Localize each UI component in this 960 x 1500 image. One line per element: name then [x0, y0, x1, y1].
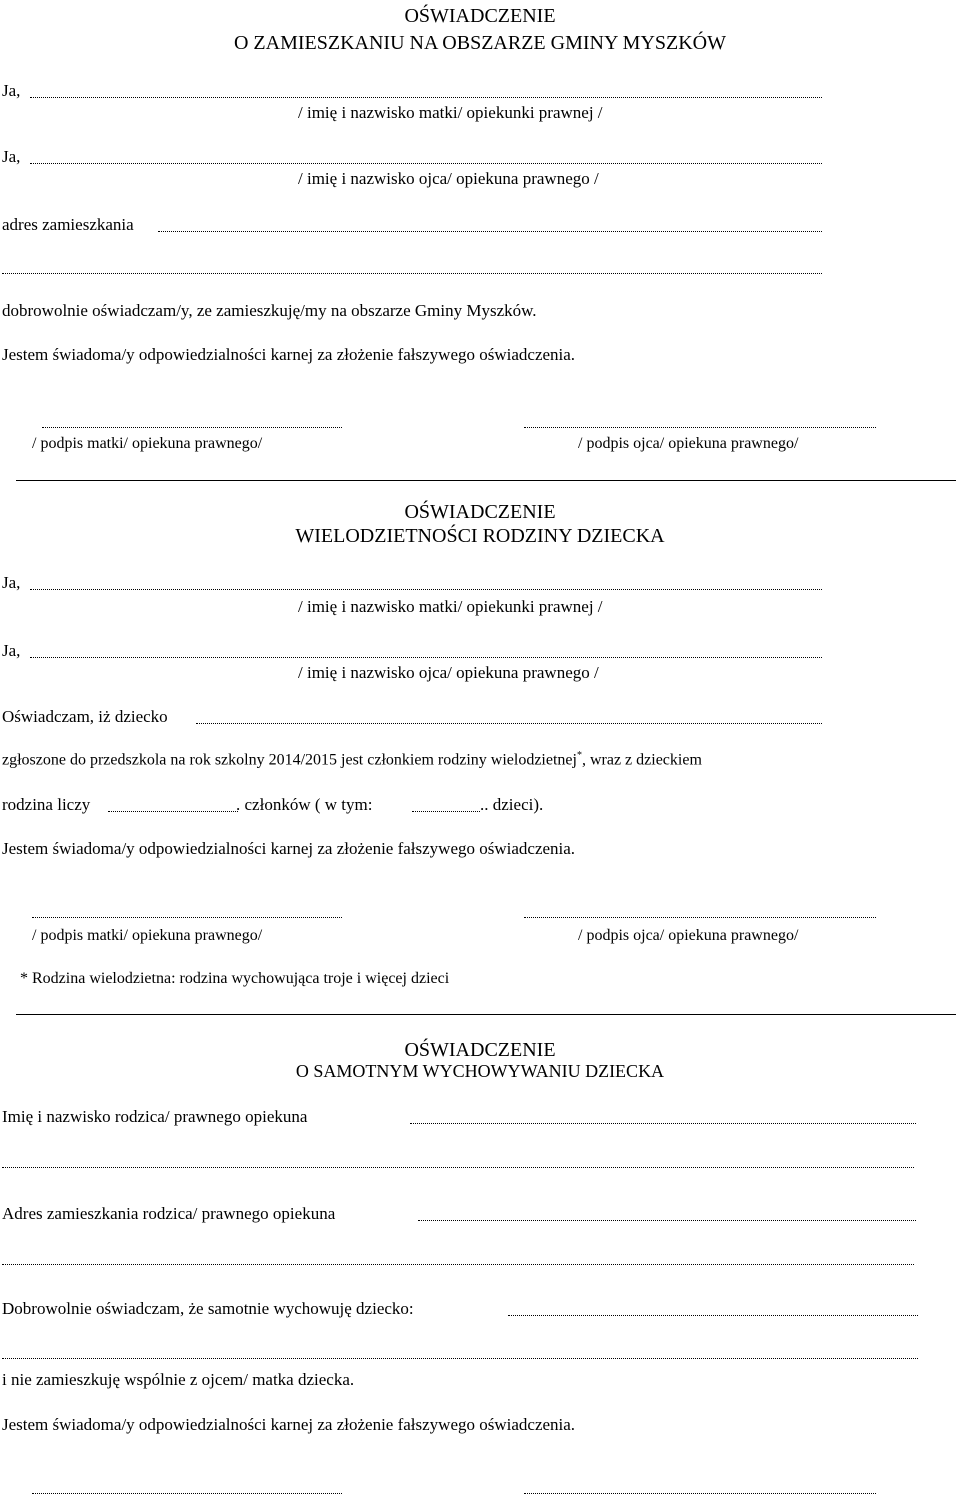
s1-sig-mother-caption: / podpis matki/ opiekuna prawnego/ — [32, 435, 263, 452]
s3-name-line-2[interactable] — [2, 1167, 914, 1168]
s3-declaration: Dobrowolnie oświadczam, że samotnie wychowuję dziecko: — [2, 1299, 414, 1318]
section2-subtitle: WIELODZIETNOŚCI RODZINY DZIECKA — [295, 525, 665, 547]
s1-father-name-line[interactable] — [30, 163, 822, 164]
s2-mother-caption: / imię i nazwisko matki/ opiekunki prawnej / — [298, 597, 603, 616]
divider-2 — [16, 1014, 956, 1015]
s3-address-line-2[interactable] — [2, 1264, 914, 1265]
section3-subtitle: O SAMOTNYM WYCHOWYWANIU DZIECKA — [295, 1061, 665, 1081]
s2-awareness: Jestem świadoma/y odpowiedzialności karnej za złożenie fałszywego oświadczenia. — [2, 839, 576, 858]
s1-father-prefix: Ja, — [2, 147, 21, 166]
s1-sig-father-line[interactable] — [524, 427, 876, 428]
s1-sig-father-caption: / podpis ojca/ opiekuna prawnego/ — [578, 435, 799, 452]
section2-title: OŚWIADCZENIE — [404, 501, 556, 523]
s1-sig-mother-line[interactable] — [42, 427, 342, 428]
s2-father-prefix: Ja, — [2, 641, 21, 660]
s2-family-count-line[interactable] — [108, 811, 238, 812]
s1-declaration: dobrowolnie oświadczam/y, ze zamieszkuję/my na obszarze Gminy Myszków. — [2, 301, 537, 320]
s2-asterisk: * — [576, 750, 582, 761]
s2-sig-father-caption: / podpis ojca/ opiekuna prawnego/ — [578, 927, 799, 944]
s2-sig-mother-line[interactable] — [32, 917, 342, 918]
divider-1 — [16, 480, 956, 481]
s3-child-line-2[interactable] — [2, 1358, 918, 1359]
s3-address-line-1[interactable] — [418, 1220, 916, 1221]
section1-subtitle: O ZAMIESZKANIU NA OBSZARZE GMINY MYSZKÓW — [233, 32, 727, 54]
s2-child-label: Oświadczam, iż dziecko — [2, 707, 168, 726]
s2-registered-a: zgłoszone do przedszkola na rok szkolny 2014/2015 jest członkiem rodziny wielodzietnej — [2, 751, 577, 769]
s2-family-prefix: rodzina liczy — [2, 795, 91, 814]
s1-mother-caption: / imię i nazwisko matki/ opiekunki prawnej / — [298, 103, 603, 122]
s3-name-line-1[interactable] — [410, 1123, 916, 1124]
s3-child-line-1[interactable] — [508, 1315, 918, 1316]
s1-address-label: adres zamieszkania — [2, 215, 134, 234]
s3-sig-father-line[interactable] — [524, 1493, 876, 1494]
s3-not-living: i nie zamieszkuję wspólnie z ojcem/ matka dziecka. — [2, 1370, 355, 1389]
s2-footnote: * Rodzina wielodzietna: rodzina wychowująca troje i więcej dzieci — [20, 970, 450, 987]
s2-mother-prefix: Ja, — [2, 573, 21, 592]
s2-sig-father-line[interactable] — [524, 917, 876, 918]
s2-family-suffix: .. dzieci). — [480, 795, 544, 814]
s2-child-line[interactable] — [196, 723, 822, 724]
s2-mother-name-line[interactable] — [30, 589, 822, 590]
s2-family-mid: . członków ( w tym: — [236, 795, 373, 814]
s1-address-line-1[interactable] — [158, 231, 822, 232]
s1-mother-prefix: Ja, — [2, 81, 21, 100]
s2-father-name-line[interactable] — [30, 657, 822, 658]
section1-title: OŚWIADCZENIE — [404, 5, 556, 27]
s2-sig-mother-caption: / podpis matki/ opiekuna prawnego/ — [32, 927, 263, 944]
section3-title: OŚWIADCZENIE — [404, 1039, 556, 1061]
s1-address-line-2[interactable] — [2, 273, 822, 274]
s3-sig-mother-line[interactable] — [32, 1493, 342, 1494]
s3-awareness: Jestem świadoma/y odpowiedzialności karnej za złożenie fałszywego oświadczenia. — [2, 1415, 576, 1434]
s2-registered-b: , wraz z dzieckiem — [581, 751, 702, 769]
s1-father-caption: / imię i nazwisko ojca/ opiekuna prawnego / — [298, 169, 599, 188]
s2-children-count-line[interactable] — [412, 811, 480, 812]
s1-mother-name-line[interactable] — [30, 97, 822, 98]
s1-awareness: Jestem świadoma/y odpowiedzialności karnej za złożenie fałszywego oświadczenia. — [2, 345, 576, 364]
s2-registered-text — [2, 751, 702, 768]
s2-father-caption: / imię i nazwisko ojca/ opiekuna prawnego / — [298, 663, 599, 682]
s3-name-label: Imię i nazwisko rodzica/ prawnego opiekuna — [2, 1107, 308, 1126]
s3-address-label: Adres zamieszkania rodzica/ prawnego opiekuna — [2, 1204, 336, 1223]
